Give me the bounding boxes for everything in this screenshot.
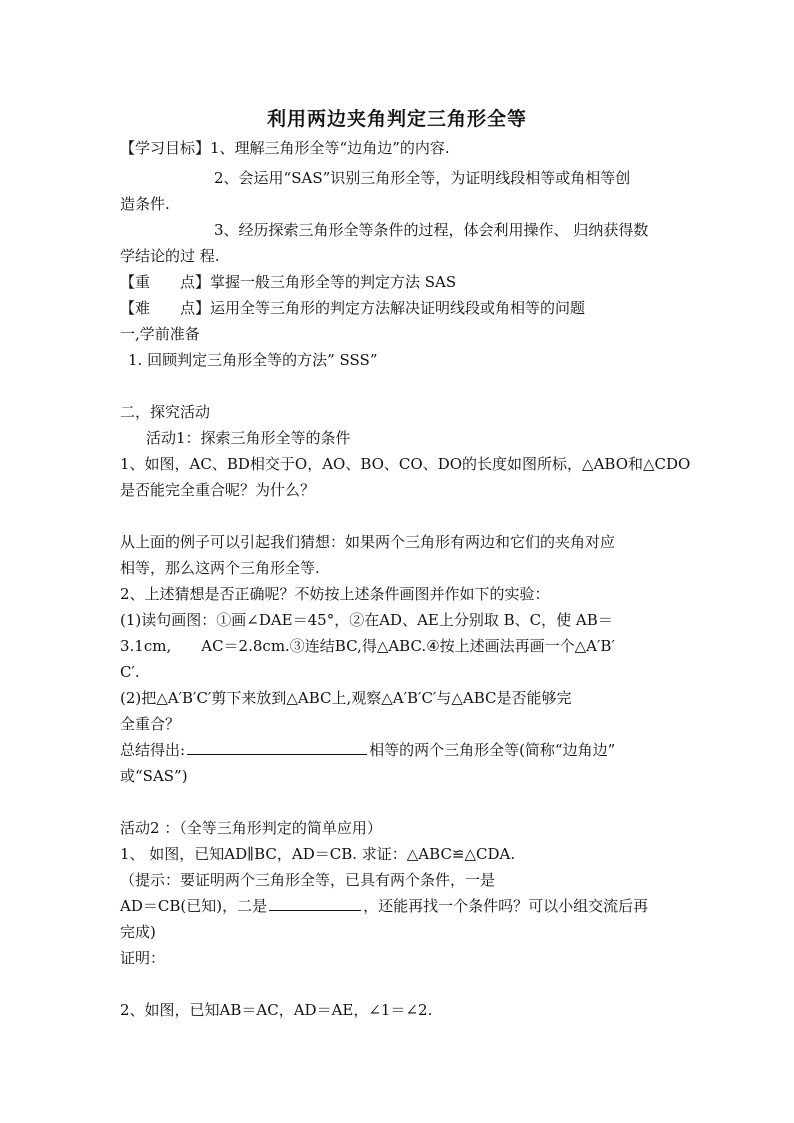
activity-2-title: 活动2 ：（全等三角形判定的简单应用）: [120, 819, 382, 837]
step-1a: (1)读句画图：①画∠DAE＝45°，②在AD、AE上分别取 B、C，使 AB＝: [120, 611, 613, 629]
step-1b: 3.1cm, AC＝2.8cm.③连结BC,得△ABC.④按上述画法再画一个△A′B′: [120, 637, 615, 655]
section-1-item-1: 1. 回顾判定三角形全等的方法” SSS”: [128, 351, 378, 369]
hint-blank[interactable]: [269, 896, 361, 911]
step-1c: C′.: [120, 663, 140, 681]
hint-b-suffix: ，还能再找一个条件吗？可以小组交流后再: [363, 897, 649, 915]
summary-end: 或“SAS”): [120, 767, 188, 785]
question-1a: 1、如图，AC、BD相交于O，AO、BO、CO、DO的长度如图所标，△ABO和△CDO: [120, 455, 691, 473]
objective-2a: 2、会运用“SAS”识别三角形全等，为证明线段相等或角相等创: [214, 169, 631, 187]
conjecture-a: 从上面的例子可以引起我们猜想：如果两个三角形有两边和它们的夹角对应: [120, 533, 616, 551]
step-2b: 全重合？: [120, 715, 181, 733]
activity-2-question-2: 2、如图，已知AB＝AC，AD＝AE，∠1＝∠2.: [120, 1001, 433, 1019]
proof-label: 证明：: [120, 949, 166, 967]
objectives-label: 【学习目标】: [120, 139, 211, 157]
objective-3b: 学结论的过 程.: [120, 247, 220, 265]
summary-line: [120, 740, 615, 760]
summary-prefix: 总结得出:: [120, 741, 186, 759]
activity-1-title: 活动1：探索三角形全等的条件: [146, 429, 351, 447]
difficulty: 【难 点】运用全等三角形的判定方法解决证明线段或角相等的问题: [120, 299, 586, 317]
conjecture-b: 相等，那么这两个三角形全等.: [120, 559, 320, 577]
objective-1: 1、理解三角形全等“边角边”的内容.: [210, 139, 450, 157]
objectives-line-1: [120, 138, 450, 158]
hint-b: [120, 896, 648, 916]
hint-a: （提示：要证明两个三角形全等，已具有两个条件，一是: [120, 871, 496, 889]
section-2-heading: 二，探究活动: [120, 403, 211, 421]
question-1b: 是否能完全重合呢？为什么？: [120, 481, 316, 499]
summary-blank[interactable]: [187, 740, 367, 755]
section-1-heading: 一,学前准备: [120, 325, 200, 343]
activity-2-question-1: 1、 如图，已知AD∥BC，AD＝CB. 求证：△ABC≌△CDA.: [120, 845, 516, 863]
key-point: 【重 点】掌握一般三角形全等的判定方法 SAS: [120, 273, 457, 291]
question-2: 2、上述猜想是否正确呢？不妨按上述条件画图并作如下的实验：: [120, 585, 550, 603]
objective-2b: 造条件.: [120, 195, 170, 213]
summary-suffix: 相等的两个三角形全等(简称“边角边”: [369, 741, 616, 759]
step-2a: (2)把△A′B′C′剪下来放到△ABC上,观察△A′B′C′与△ABC是否能够完: [120, 689, 572, 707]
hint-b-prefix: AD＝CB(已知)，二是: [120, 897, 268, 915]
hint-c: 完成): [120, 923, 156, 941]
objective-3a: 3、经历探索三角形全等条件的过程，体会利用操作、 归纳获得数: [214, 221, 649, 239]
document-title: 利用两边夹角判定三角形全等: [266, 108, 527, 130]
